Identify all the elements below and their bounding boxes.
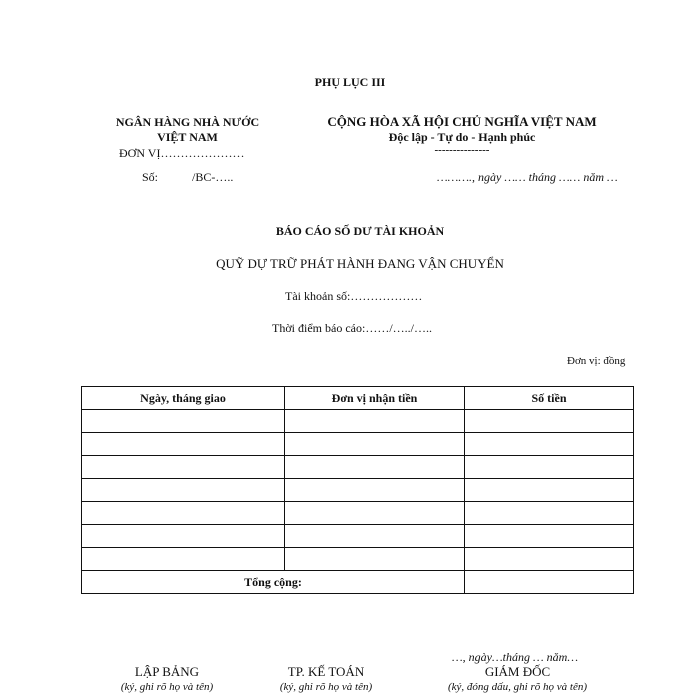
report-subtitle: QUỸ DỰ TRỮ PHÁT HÀNH ĐANG VẬN CHUYỂN <box>216 256 504 271</box>
table-cell <box>82 548 285 571</box>
table-cell <box>285 410 465 433</box>
table-cell <box>465 548 634 571</box>
table-row <box>82 479 634 502</box>
account-number-line: Tài khoản số:……………… <box>285 289 423 303</box>
table-cell <box>465 410 634 433</box>
accountant-note: (ký, ghi rõ họ và tên) <box>279 681 373 693</box>
table-row <box>82 548 634 571</box>
appendix-label: PHỤ LỤC III <box>314 75 386 89</box>
col-header-date: Ngày, tháng giao <box>82 387 285 410</box>
balance-table <box>81 386 634 594</box>
table-cell <box>465 502 634 525</box>
total-label: Tổng cộng: <box>82 571 465 594</box>
table-cell <box>465 433 634 456</box>
preparer-note: (ký, ghi rõ họ và tên) <box>120 681 214 693</box>
table-row <box>82 433 634 456</box>
table-row <box>82 525 634 548</box>
place-date-line: ………., ngày …… tháng …… năm … <box>437 170 618 184</box>
table-cell <box>82 502 285 525</box>
table-cell <box>285 525 465 548</box>
number-label: Số: <box>142 170 159 184</box>
table-row <box>82 456 634 479</box>
table-row <box>82 502 634 525</box>
table-cell <box>285 502 465 525</box>
report-title: BÁO CÁO SỐ DƯ TÀI KHOẢN <box>275 224 445 238</box>
table-cell <box>82 433 285 456</box>
table-cell <box>82 456 285 479</box>
director-note: (ký, đóng dấu, ghi rõ họ và tên) <box>448 681 587 693</box>
motto: Độc lập - Tự do - Hạnh phúc <box>388 130 536 144</box>
table-cell <box>465 525 634 548</box>
org-name-line2: VIỆT NAM <box>157 130 218 144</box>
table-row <box>82 410 634 433</box>
col-header-amount: Số tiền <box>465 387 634 410</box>
table-total-row <box>82 571 634 594</box>
table-header-row <box>82 387 634 410</box>
table-cell <box>285 548 465 571</box>
unit-line: ĐƠN VỊ………………… <box>119 146 245 160</box>
preparer-title: LẬP BẢNG <box>134 664 200 679</box>
motto-divider: --------------- <box>434 144 490 156</box>
signature-date-line: …, ngày…tháng … năm… <box>451 650 578 664</box>
table-cell <box>82 525 285 548</box>
table-cell <box>465 456 634 479</box>
currency-unit: Đơn vị: đồng <box>567 355 626 367</box>
org-name-line1: NGÂN HÀNG NHÀ NƯỚC <box>115 115 260 129</box>
table-cell <box>465 479 634 502</box>
table-cell <box>285 479 465 502</box>
report-time-line: Thời điểm báo cáo:……/…../….. <box>272 321 432 335</box>
table-cell <box>82 410 285 433</box>
country-name: CỘNG HÒA XÃ HỘI CHỦ NGHĨA VIỆT NAM <box>327 114 597 129</box>
table-cell <box>285 433 465 456</box>
col-header-recipient: Đơn vị nhận tiền <box>285 387 465 410</box>
director-title: GIÁM ĐỐC <box>484 664 551 679</box>
number-code: /BC-….. <box>192 170 234 184</box>
accountant-title: TP. KẾ TOÁN <box>287 664 365 679</box>
table-cell <box>82 479 285 502</box>
total-amount-cell <box>465 571 634 594</box>
table-cell <box>285 456 465 479</box>
